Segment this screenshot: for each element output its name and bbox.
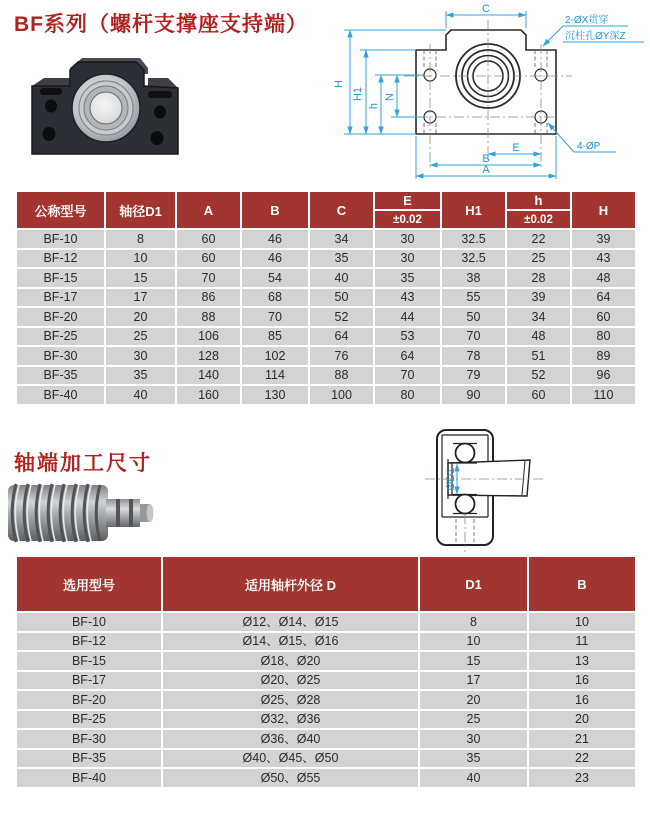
table-cell: Ø20、Ø25 [162, 671, 419, 691]
table-cell: Ø12、Ø14、Ø15 [162, 612, 419, 632]
table-cell: 70 [374, 366, 441, 386]
col-header-h1: H1 [441, 191, 506, 229]
table-cell: 90 [441, 385, 506, 405]
table-cell: 20 [419, 690, 528, 710]
slot-right [148, 91, 172, 98]
page-title: BF系列（螺杆支撑座支持端） [14, 13, 308, 36]
table-cell: 50 [441, 307, 506, 327]
table-cell: 10 [105, 249, 176, 269]
table-row [16, 229, 636, 249]
bolt-hole [151, 131, 164, 145]
table-cell: 68 [241, 288, 309, 308]
dim-label-a: A [482, 164, 490, 176]
table-cell: 78 [441, 346, 506, 366]
shaft-tip-face [147, 504, 154, 522]
col-header-h-label: h [507, 192, 570, 211]
table-cell: 79 [441, 366, 506, 386]
table-cell: 76 [309, 346, 374, 366]
table-cell: 140 [176, 366, 241, 386]
journal-groove [116, 499, 120, 527]
table-row [16, 671, 636, 691]
hidden-lines [424, 50, 547, 134]
table-cell: 23 [528, 768, 636, 788]
table-cell: 89 [571, 346, 636, 366]
table-cell: 53 [374, 327, 441, 347]
table-cell: Ø40、Ø45、Ø50 [162, 749, 419, 769]
table-cell: 20 [105, 307, 176, 327]
table-cell: 25 [105, 327, 176, 347]
table-cell: 35 [105, 366, 176, 386]
table-cell: 38 [441, 268, 506, 288]
table-cell: Ø18、Ø20 [162, 651, 419, 671]
table-cell: 46 [241, 229, 309, 249]
col-header-h-small [506, 191, 571, 229]
table-cell: 60 [176, 229, 241, 249]
table-cell: 60 [506, 385, 571, 405]
table-cell: BF-12 [16, 632, 162, 652]
ball-bottom [456, 495, 475, 514]
table-cell: 40 [419, 768, 528, 788]
col-header-shaft-od: 适用轴杆外径 D [162, 556, 419, 612]
table-cell: BF-10 [16, 612, 162, 632]
table-cell: BF-20 [16, 690, 162, 710]
col-header-d1: D1 [419, 556, 528, 612]
table-cell: BF-35 [16, 749, 162, 769]
front-view-drawing [328, 2, 650, 188]
table-cell: 13 [528, 651, 636, 671]
table-cell: 25 [419, 710, 528, 730]
table-cell: 106 [176, 327, 241, 347]
table-cell: 30 [374, 229, 441, 249]
col-header-selected-model: 选用型号 [16, 556, 162, 612]
table-cell: 34 [506, 307, 571, 327]
table-cell: 40 [309, 268, 374, 288]
table-cell: BF-17 [16, 671, 162, 691]
table-cell: Ø14、Ø15、Ø16 [162, 632, 419, 652]
table-cell: 32.5 [441, 249, 506, 269]
table-cell: 25 [506, 249, 571, 269]
table-cell: 30 [419, 729, 528, 749]
table-cell: BF-12 [16, 249, 105, 269]
table-cell: 70 [441, 327, 506, 347]
table-cell: Ø25、Ø28 [162, 690, 419, 710]
table-row [16, 249, 636, 269]
table-row [16, 366, 636, 386]
table-cell: 64 [309, 327, 374, 347]
col-header-a: A [176, 191, 241, 229]
dim-label-d1: ØD1 [445, 467, 457, 491]
table-cell: 32.5 [441, 229, 506, 249]
table-cell: BF-30 [16, 729, 162, 749]
table-cell: 10 [419, 632, 528, 652]
table-cell: 16 [528, 671, 636, 691]
dim-label-h-small: h [368, 102, 380, 110]
col-header-e-tolerance: ±0.02 [393, 213, 422, 226]
col-header-b: B [241, 191, 309, 229]
table-row [16, 612, 636, 632]
table-cell: 70 [176, 268, 241, 288]
table-row [16, 690, 636, 710]
table-cell: BF-40 [16, 385, 105, 405]
table-cell: 43 [571, 249, 636, 269]
table-cell: 52 [506, 366, 571, 386]
table-cell: 46 [241, 249, 309, 269]
table-cell: BF-40 [16, 768, 162, 788]
table-cell: 35 [374, 268, 441, 288]
table-header-row [16, 191, 636, 229]
table-row [16, 710, 636, 730]
selection-table-body [16, 612, 636, 788]
selection-table [15, 555, 637, 789]
support-unit-photo [24, 48, 186, 172]
table-cell: 22 [528, 749, 636, 769]
table-cell: 160 [176, 385, 241, 405]
journal-groove [129, 499, 133, 527]
table-cell: 102 [241, 346, 309, 366]
table-cell: 8 [419, 612, 528, 632]
table-cell: 35 [309, 249, 374, 269]
table-cell: 64 [374, 346, 441, 366]
col-header-b: B [528, 556, 636, 612]
shaft-journal [106, 499, 140, 527]
table-row [16, 288, 636, 308]
bolt-hole [45, 100, 57, 113]
table-cell: 35 [419, 749, 528, 769]
dim-label-h: H [333, 80, 345, 88]
dimension-table [15, 190, 637, 406]
table-cell: BF-30 [16, 346, 105, 366]
table-cell: BF-25 [16, 327, 105, 347]
bolt-hole [43, 127, 56, 141]
table-cell: 22 [506, 229, 571, 249]
table-cell: BF-25 [16, 710, 162, 730]
table-cell: 60 [571, 307, 636, 327]
table-cell: 88 [176, 307, 241, 327]
table-header-row [16, 556, 636, 612]
table-cell: 17 [105, 288, 176, 308]
table-cell: 64 [571, 288, 636, 308]
table-cell: 86 [176, 288, 241, 308]
table-cell: 80 [571, 327, 636, 347]
table-cell: 43 [374, 288, 441, 308]
col-header-e [374, 191, 441, 229]
table-cell: 8 [105, 229, 176, 249]
table-cell: 50 [309, 288, 374, 308]
table-cell: 70 [241, 307, 309, 327]
table-cell: Ø50、Ø55 [162, 768, 419, 788]
table-cell: 48 [571, 268, 636, 288]
table-cell: BF-15 [16, 651, 162, 671]
section-title-shaft-end: 轴端加工尺寸 [14, 452, 152, 475]
table-cell: 110 [571, 385, 636, 405]
dim-label-c: C [482, 3, 490, 15]
bearing-bore [90, 92, 122, 124]
slot-left [40, 88, 62, 95]
note-counterbore-line1: 2-ØX贯穿 [565, 15, 609, 26]
shaft-section [448, 460, 530, 496]
dim-label-h1: H1 [352, 86, 364, 102]
table-row [16, 749, 636, 769]
col-header-shaft-dia: 轴径D1 [105, 191, 176, 229]
table-cell: 20 [528, 710, 636, 730]
table-cell: 15 [105, 268, 176, 288]
dim-label-n: N [384, 93, 396, 101]
table-cell: 28 [506, 268, 571, 288]
table-cell: 48 [506, 327, 571, 347]
table-cell: 100 [309, 385, 374, 405]
table-cell: BF-35 [16, 366, 105, 386]
ball-top [456, 444, 475, 463]
col-header-h: H [571, 191, 636, 229]
dim-label-e: E [512, 142, 520, 154]
table-cell: 16 [528, 690, 636, 710]
table-row [16, 268, 636, 288]
table-row [16, 768, 636, 788]
dim-label-b: B [482, 153, 490, 165]
table-cell: 39 [571, 229, 636, 249]
table-row [16, 346, 636, 366]
table-cell: 15 [419, 651, 528, 671]
table-cell: 60 [176, 249, 241, 269]
table-cell: BF-17 [16, 288, 105, 308]
table-cell: 44 [374, 307, 441, 327]
table-cell: 80 [374, 385, 441, 405]
table-cell: BF-20 [16, 307, 105, 327]
table-cell: 55 [441, 288, 506, 308]
table-cell: 52 [309, 307, 374, 327]
table-cell: 30 [105, 346, 176, 366]
table-cell: Ø36、Ø40 [162, 729, 419, 749]
col-header-c: C [309, 191, 374, 229]
table-cell: 128 [176, 346, 241, 366]
table-cell: BF-15 [16, 268, 105, 288]
bolt-hole [154, 106, 166, 119]
table-cell: Ø32、Ø36 [162, 710, 419, 730]
table-row [16, 632, 636, 652]
table-cell: 11 [528, 632, 636, 652]
table-cell: 39 [506, 288, 571, 308]
table-cell: 130 [241, 385, 309, 405]
table-cell: 30 [374, 249, 441, 269]
col-header-h-tolerance: ±0.02 [524, 213, 553, 226]
table-cell: 51 [506, 346, 571, 366]
col-header-model: 公称型号 [16, 191, 105, 229]
table-cell: 34 [309, 229, 374, 249]
table-cell: 21 [528, 729, 636, 749]
dimension-table-body [16, 229, 636, 405]
table-cell: BF-10 [16, 229, 105, 249]
table-cell: 88 [309, 366, 374, 386]
screw-shaft-photo [6, 478, 168, 550]
table-row [16, 385, 636, 405]
col-header-e-label: E [375, 192, 440, 211]
table-cell: 17 [419, 671, 528, 691]
table-row [16, 327, 636, 347]
table-cell: 114 [241, 366, 309, 386]
note-bolt-holes: 4-ØP [577, 141, 601, 152]
table-cell: 85 [241, 327, 309, 347]
table-row [16, 307, 636, 327]
bearing-section-drawing [423, 424, 548, 559]
table-cell: 54 [241, 268, 309, 288]
table-cell: 96 [571, 366, 636, 386]
note-counterbore-line2: 沉柱孔ØY深Z [565, 31, 626, 42]
table-row [16, 729, 636, 749]
block-top-left [32, 78, 70, 86]
table-cell: 10 [528, 612, 636, 632]
table-cell: 40 [105, 385, 176, 405]
table-row [16, 651, 636, 671]
